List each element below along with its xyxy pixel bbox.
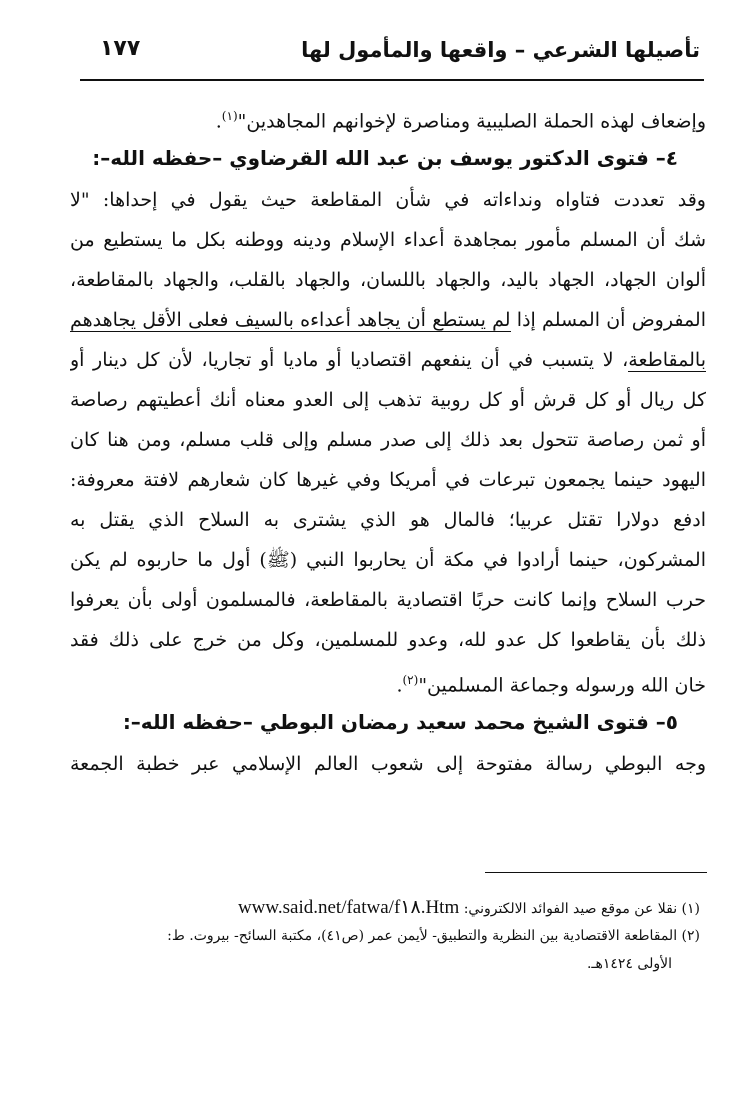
text-line: حرب السلاح وإنما كانت حربًا اقتصادية بالمقاطعة، فالمسلمون أولى بأن يعرفوا xyxy=(70,589,706,611)
footnote-1 xyxy=(60,894,700,922)
text-segment: خان الله ورسوله وجماعة المسلمين" xyxy=(418,674,706,697)
footnote-1-url: www.said.net/fatwa/f١٨.Htm xyxy=(237,897,460,918)
text-line: المشركون، حينما أرادوا في مكة أن يحاربوا النبي (ﷺ) أول ما حاربوه لم يكن xyxy=(70,549,706,571)
text-line: ادفع دولارا تقتل عربيا؛ فالمال هو الذي يشترى به السلاح الذي يقتل به xyxy=(70,509,706,531)
running-header xyxy=(80,34,700,74)
header-rule xyxy=(80,79,704,81)
text-line xyxy=(70,340,706,380)
section-heading-4: ٤– فتوى الدكتور يوسف بن عبد الله القرضاوي –حفظه الله–: xyxy=(92,146,678,170)
page-number: ١٧٧ xyxy=(100,36,141,61)
footnote-separator xyxy=(485,872,707,873)
text-segment: . xyxy=(215,110,222,133)
underlined-text: لم يستطع أن يجاهد أعداءه بالسيف فعلى الأقل يجاهدهم xyxy=(70,309,511,331)
text-line: أو ثمن رصاصة تتحول بعد ذلك إلى صدر مسلم وإلى قلب مسلم، ومن هنا كان xyxy=(70,429,706,451)
text-line: وجه البوطي رسالة مفتوحة إلى شعوب العالم الإسلامي عبر خطبة الجمعة xyxy=(70,753,706,775)
footnotes xyxy=(60,894,700,978)
text-line: كل ريال أو كل قرش أو كل روبية تذهب إلى العدو معناه أنك أعطيتهم رصاصة xyxy=(70,389,706,411)
text-line xyxy=(70,300,706,340)
underlined-text: بالمقاطعة xyxy=(628,349,706,371)
footnote-2: (٢) المقاطعة الاقتصادية بين النظرية والتطبيق- لأيمن عمر (ص٤١)، مكتبة السائح- بيروت. ط: xyxy=(167,928,700,944)
text-line: شك أن المسلم مأمور بمجاهدة أعداء الإسلام ودينه ووطنه بكل ما يستطيع من xyxy=(70,229,706,251)
text-line: ألوان الجهاد، الجهاد باليد، والجهاد باللسان، والجهاد بالقلب، والجهاد بالمقاطعة، xyxy=(70,269,706,291)
text-line xyxy=(70,660,706,700)
footnote-1-label: (١) نقلا عن موقع صيد الفوائد الالكتروني: xyxy=(463,901,700,917)
text-line: اليهود حينما يجمعون تبرعات في أمريكا وفي غيرها كان شعارهم لافتة معروفة: xyxy=(70,469,706,491)
text-segment: . xyxy=(396,674,403,697)
text-line xyxy=(70,96,706,136)
footnote-2-continuation: الأولى ١٤٢٤هـ. xyxy=(586,956,672,972)
text-segment: وإضعاف لهذه الحملة الصليبية ومناصرة لإخوانهم المجاهدين" xyxy=(237,110,706,133)
text-segment: ، لا يتسبب في أن ينفعهم اقتصاديا أو ماديا أو تجاريا، لأن كل دينار أو xyxy=(70,349,629,371)
footnote-ref-2: (٢) xyxy=(402,673,419,687)
running-title: تأصيلها الشرعي – واقعها والمأمول لها xyxy=(301,38,700,62)
body-text xyxy=(70,96,706,784)
footnote-ref-1: (١) xyxy=(221,109,238,123)
text-segment: المفروض أن المسلم إذا xyxy=(510,309,706,331)
text-line: ذلك بأن يقاطعوا كل عدو لله، وعدو للمسلمين، وكل من خرج على ذلك فقد xyxy=(70,629,706,651)
text-line: وقد تعددت فتاواه ونداءاته في شأن المقاطعة حيث يقول في إحداها: "لا xyxy=(70,189,706,211)
section-heading-5: ٥– فتوى الشيخ محمد سعيد رمضان البوطي –حفظه الله–: xyxy=(122,710,678,734)
